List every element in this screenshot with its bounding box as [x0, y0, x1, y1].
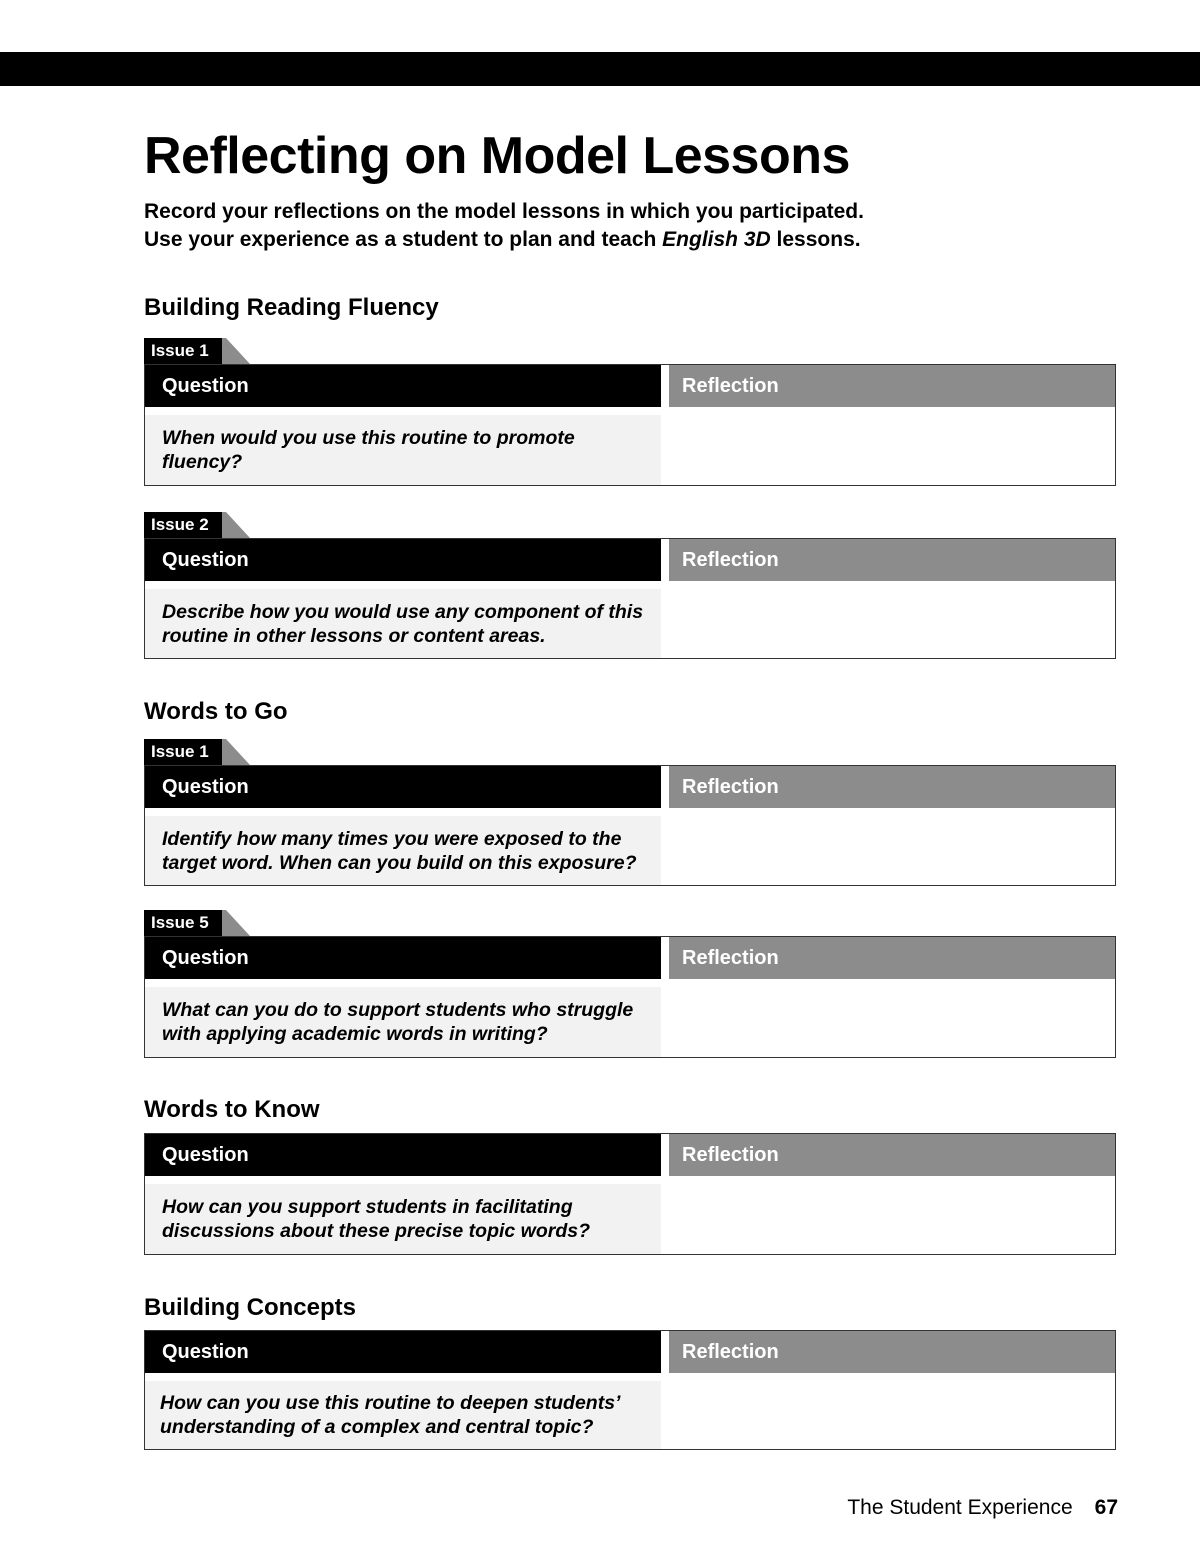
- reflection-column-header: Reflection: [669, 539, 1115, 581]
- question-column-header: Question: [145, 539, 661, 581]
- reflection-cell[interactable]: [669, 1373, 1115, 1449]
- issue-tab: [144, 512, 254, 538]
- question-table: [144, 936, 1116, 1058]
- intro-line-2: Use your experience as a student to plan and teach English 3D lessons.: [144, 228, 861, 251]
- table-header-row: [145, 1134, 1115, 1176]
- question-cell: How can you support students in facilitating discussions about these precise topic words?: [145, 1184, 661, 1254]
- reflection-cell[interactable]: [669, 407, 1115, 485]
- top-banner-bar: [0, 52, 1200, 86]
- issue-label: Issue 1: [144, 739, 222, 765]
- reflection-cell[interactable]: [669, 979, 1115, 1057]
- question-table: [144, 538, 1116, 659]
- question-table: [144, 1330, 1116, 1450]
- question-cell: Describe how you would use any component of this routine in other lessons or content areas.: [145, 589, 661, 658]
- reflection-column-header: Reflection: [669, 365, 1115, 407]
- intro-line-1: Record your reflections on the model lessons in which you participated.: [144, 200, 864, 223]
- question-table: [144, 364, 1116, 486]
- reflection-column-header: Reflection: [669, 1331, 1115, 1373]
- table-header-row: [145, 937, 1115, 979]
- question-column-header: Question: [145, 766, 661, 808]
- reflection-column-header: Reflection: [669, 937, 1115, 979]
- issue-tab: [144, 338, 254, 364]
- question-table: [144, 765, 1116, 886]
- question-table: [144, 1133, 1116, 1255]
- question-cell: Identify how many times you were exposed to the target word. When can you build on this exposure?: [145, 816, 661, 885]
- question-cell: How can you use this routine to deepen students’ understanding of a complex and central topic?: [145, 1381, 661, 1449]
- issue-tab: [144, 739, 254, 765]
- reflection-column-header: Reflection: [669, 766, 1115, 808]
- section-heading-words-to-go: Words to Go: [144, 698, 288, 725]
- page-number: 67: [1094, 1496, 1118, 1519]
- table-header-row: [145, 539, 1115, 581]
- reflection-cell[interactable]: [669, 581, 1115, 658]
- reflection-cell[interactable]: [669, 1176, 1115, 1254]
- table-header-row: [145, 766, 1115, 808]
- section-heading-words-to-know: Words to Know: [144, 1096, 320, 1123]
- page-footer: [847, 1494, 1118, 1522]
- page-title: Reflecting on Model Lessons: [144, 127, 850, 185]
- question-cell: What can you do to support students who struggle with applying academic words in writing?: [145, 987, 661, 1057]
- section-heading-building-reading-fluency: Building Reading Fluency: [144, 294, 439, 321]
- question-column-header: Question: [145, 1331, 661, 1373]
- issue-tab-corner: [222, 910, 250, 936]
- question-column-header: Question: [145, 365, 661, 407]
- reflection-cell[interactable]: [669, 808, 1115, 885]
- issue-label: Issue 2: [144, 512, 222, 538]
- issue-tab-corner: [222, 338, 250, 364]
- reflection-column-header: Reflection: [669, 1134, 1115, 1176]
- intro-text: [144, 198, 864, 254]
- footer-label: The Student Experience: [847, 1496, 1073, 1519]
- program-name: English 3D: [662, 228, 771, 251]
- section-heading-building-concepts: Building Concepts: [144, 1294, 356, 1321]
- issue-tab: [144, 910, 254, 936]
- question-column-header: Question: [145, 937, 661, 979]
- issue-tab-corner: [222, 512, 250, 538]
- table-header-row: [145, 365, 1115, 407]
- question-cell: When would you use this routine to promote fluency?: [145, 415, 661, 485]
- question-column-header: Question: [145, 1134, 661, 1176]
- issue-label: Issue 5: [144, 910, 222, 936]
- table-header-row: [145, 1331, 1115, 1373]
- issue-tab-corner: [222, 739, 250, 765]
- issue-label: Issue 1: [144, 338, 222, 364]
